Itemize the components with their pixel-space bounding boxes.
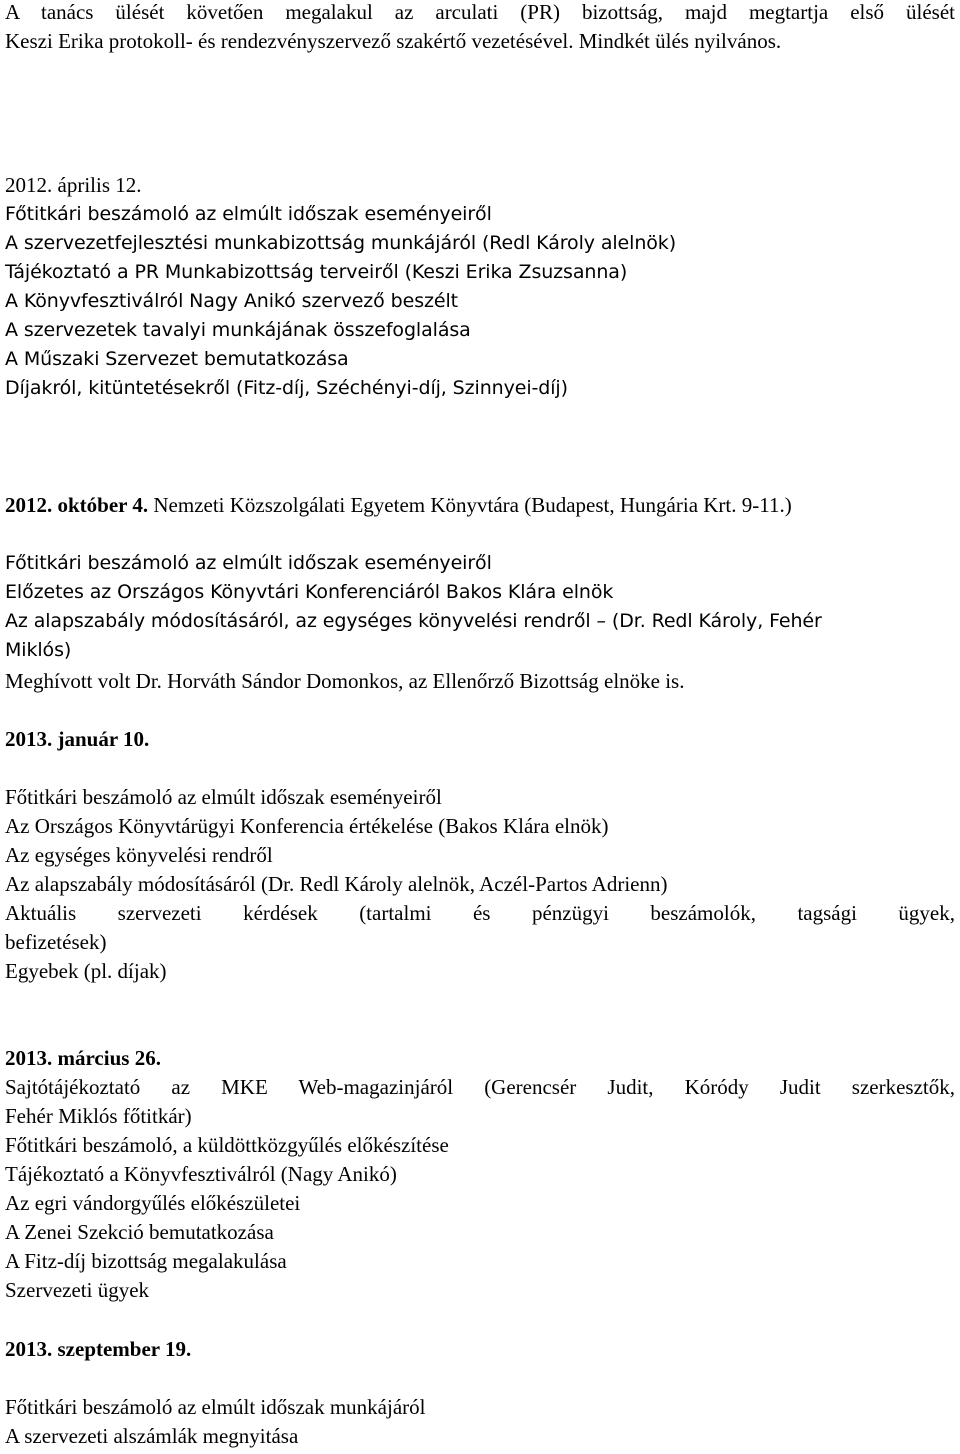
- agenda-item: Tájékoztató a Könyvfesztiválról (Nagy Anikó): [5, 1162, 397, 1186]
- agenda-item: Főtitkári beszámoló az elmúlt időszak eseményeiről: [5, 552, 492, 574]
- agenda-item: A Fitz-díj bizottság megalakulása: [5, 1249, 287, 1273]
- agenda-item: A Műszaki Szervezet bemutatkozása: [5, 348, 349, 370]
- agenda-item: Előzetes az Országos Könyvtári Konferenciáról Bakos Klára elnök: [5, 581, 614, 603]
- agenda-item: Egyebek (pl. díjak): [5, 959, 167, 983]
- meeting-location: Nemzeti Közszolgálati Egyetem Könyvtára (Budapest, Hungária Krt. 9-11.): [148, 493, 792, 517]
- agenda-item: A szervezetek tavalyi munkájának összefoglalása: [5, 319, 471, 341]
- agenda-item: Tájékoztató a PR Munkabizottság terveiről (Keszi Erika Zsuzsanna): [5, 261, 628, 283]
- agenda-item: Díjakról, kitüntetésekről (Fitz-díj, Széchényi-díj, Szinnyei-díj): [5, 377, 568, 399]
- meeting-date: 2013. január 10.: [5, 727, 150, 751]
- agenda-item: Főtitkári beszámoló, a küldöttközgyűlés előkészítése: [5, 1133, 449, 1157]
- meeting-date: 2013. március 26.: [5, 1046, 161, 1070]
- meeting-date: 2013. szeptember 19.: [5, 1337, 192, 1361]
- meeting-date: 2012. október 4.: [5, 493, 149, 517]
- agenda-item: Az Országos Könyvtárügyi Konferencia értékelése (Bakos Klára elnök): [5, 814, 609, 838]
- agenda-item: Főtitkári beszámoló az elmúlt időszak eseményeiről: [5, 203, 492, 225]
- agenda-item: Fehér Miklós főtitkár): [5, 1104, 192, 1128]
- agenda-item: Az alapszabály módosításáról (Dr. Redl Károly alelnök, Aczél-Partos Adrienn): [5, 872, 668, 896]
- agenda-item: Főtitkári beszámoló az elmúlt időszak munkájáról: [5, 1395, 426, 1419]
- agenda-item: Miklós): [5, 639, 72, 661]
- agenda-item: Sajtótájékoztató az MKE Web-magazinjáról (Gerencsér Judit, Kóródy Judit szerkesztők,: [5, 1075, 955, 1099]
- agenda-item: Az egységes könyvelési rendről: [5, 843, 273, 867]
- agenda-item: Meghívott volt Dr. Horváth Sándor Domonkos, az Ellenőrző Bizottság elnöke is.: [5, 669, 685, 693]
- agenda-item: Szervezeti ügyek: [5, 1278, 150, 1302]
- meeting-date: 2012. április 12.: [5, 173, 142, 197]
- agenda-item: Az egri vándorgyűlés előkészületei: [5, 1191, 301, 1215]
- agenda-item: befizetések): [5, 930, 107, 954]
- agenda-item: A szervezeti alszámlák megnyitása: [5, 1424, 299, 1448]
- agenda-item: Főtitkári beszámoló az elmúlt időszak eseményeiről: [5, 785, 442, 809]
- agenda-item: Az alapszabály módosításáról, az egységes könyvelési rendről – (Dr. Redl Károly, Fehér: [5, 610, 822, 632]
- agenda-item: A szervezetfejlesztési munkabizottság munkájáról (Redl Károly alelnök): [5, 232, 677, 254]
- meeting-heading: [5, 491, 792, 520]
- agenda-item: Aktuális szervezeti kérdések (tartalmi és pénzügyi beszámolók, tagsági ügyek,: [5, 901, 955, 925]
- agenda-item: A Könyvfesztiválról Nagy Anikó szervező beszélt: [5, 290, 458, 312]
- agenda-item: A Zenei Szekció bemutatkozása: [5, 1220, 274, 1244]
- intro-line: Keszi Erika protokoll- és rendezvényszervező szakértő vezetésével. Mindkét ülés nyilvános.: [5, 29, 782, 53]
- intro-line: A tanács ülését követően megalakul az arculati (PR) bizottság, majd megtartja első ülését: [5, 0, 955, 24]
